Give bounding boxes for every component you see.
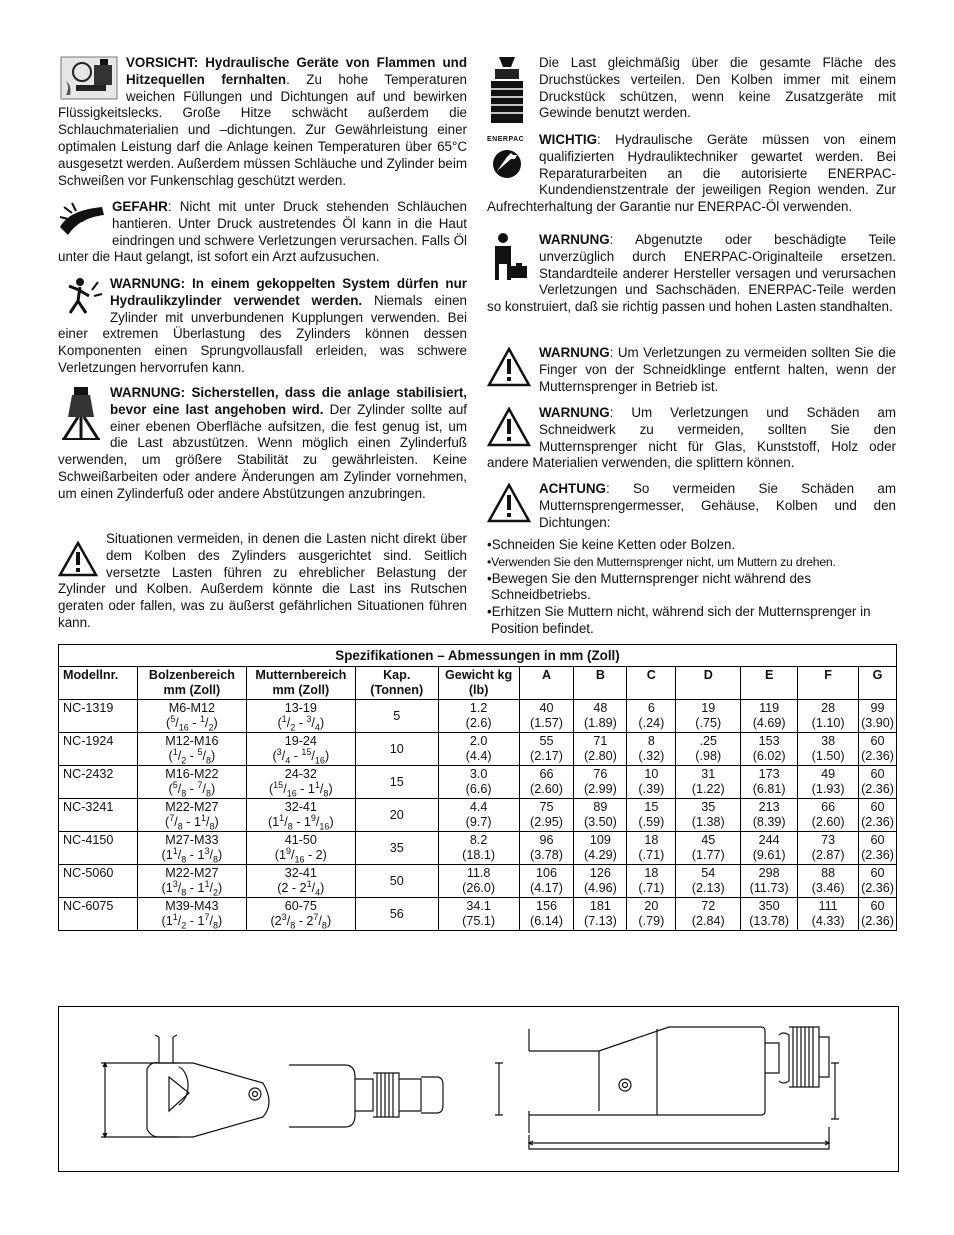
dim-f-cell: 66 (2.60) xyxy=(798,799,859,832)
table-header-row xyxy=(59,667,897,700)
dim-c-cell: 6 (.24) xyxy=(627,700,676,733)
dim-d-cell: 19 (.75) xyxy=(676,700,741,733)
dim-a-cell: 66 (2.60) xyxy=(519,766,574,799)
technician-icon xyxy=(487,232,529,282)
table-row xyxy=(59,865,897,898)
dim-d-cell: 45 (1.77) xyxy=(676,832,741,865)
col-header: Gewicht kg (lb) xyxy=(438,667,519,700)
caution-bullet-list xyxy=(487,537,896,638)
model-cell: NC-1924 xyxy=(59,733,138,766)
nut-splitter-drawing xyxy=(59,1007,898,1171)
dim-a-cell: 106 (4.17) xyxy=(519,865,574,898)
capacity-cell: 10 xyxy=(355,733,438,766)
dim-a-cell: 75 (2.95) xyxy=(519,799,574,832)
warning-offcenter-load xyxy=(58,531,467,632)
spec-table xyxy=(58,644,897,931)
col-header: B xyxy=(574,667,627,700)
dim-f-cell: 28 (1.10) xyxy=(798,700,859,733)
dim-b-cell: 181 (7.13) xyxy=(574,898,627,931)
model-cell: NC-6075 xyxy=(59,898,138,931)
materials-lead: WARNUNG xyxy=(539,405,610,420)
nut-range-cell: 60-75 $(2^3/_8 - 2^7/_8)$ xyxy=(246,898,355,931)
left-column xyxy=(58,55,467,632)
dim-b-cell: 71 (2.80) xyxy=(574,733,627,766)
dimension-drawing xyxy=(58,1006,899,1172)
dim-c-cell: 20 (.79) xyxy=(627,898,676,931)
warning-triangle-icon xyxy=(58,541,98,577)
dim-e-cell: 153 (6.02) xyxy=(741,733,798,766)
table-row xyxy=(59,766,897,799)
warning-triangle-icon xyxy=(487,407,531,447)
dim-f-cell: 111 (4.33) xyxy=(798,898,859,931)
model-cell: NC-1319 xyxy=(59,700,138,733)
model-cell: NC-2432 xyxy=(59,766,138,799)
dim-d-cell: 31 (1.22) xyxy=(676,766,741,799)
warning-original-parts xyxy=(487,232,896,336)
important-lead: WICHTIG xyxy=(539,132,598,147)
weight-cell: 34.1 (75.1) xyxy=(438,898,519,931)
nut-range-cell: 32-41 $(2 - 2^1/_4)$ xyxy=(246,865,355,898)
dim-d-cell: .25 (.98) xyxy=(676,733,741,766)
dim-f-cell: 38 (1.50) xyxy=(798,733,859,766)
caution-lead: ACHTUNG xyxy=(539,481,606,496)
dim-e-cell: 213 (8.39) xyxy=(741,799,798,832)
dim-e-cell: 119 (4.69) xyxy=(741,700,798,733)
load-dist-text: Die Last gleichmäßig über die gesamte Fläche des Druchstückes verteilen. Den Kolben immer mit einem Druckstück schützen, wenn keine Zusatzgeräte mit Gewinde benutzt werden. xyxy=(539,55,896,121)
note-important-service xyxy=(487,132,896,216)
dim-d-cell: 72 (2.84) xyxy=(676,898,741,931)
bolt-range-cell: M22-M27 $(^7/_8 - 1^1/_8)$ xyxy=(137,799,246,832)
col-header: Kap. (Tonnen) xyxy=(355,667,438,700)
dim-c-cell: 15 (.59) xyxy=(627,799,676,832)
bolt-range-cell: M12-M16 $(^1/_2 - ^5/_8)$ xyxy=(137,733,246,766)
fingers-lead: WARNUNG xyxy=(539,345,610,360)
dim-b-cell: 89 (3.50) xyxy=(574,799,627,832)
warning-heat xyxy=(58,55,467,192)
spec-table-body xyxy=(59,700,897,931)
dim-g-cell: 60 (2.36) xyxy=(859,766,897,799)
bolt-range-cell: M16-M22 $(^5/_8 - ^7/_8)$ xyxy=(137,766,246,799)
col-header: F xyxy=(798,667,859,700)
warning-heat-lead: VORSICHT: Hydraulische Geräte von Flammen und Hitzequellen fernhalten xyxy=(126,55,467,87)
dim-f-cell: 73 (2.87) xyxy=(798,832,859,865)
capacity-cell: 5 xyxy=(355,700,438,733)
dim-b-cell: 48 (1.89) xyxy=(574,700,627,733)
dim-g-cell: 60 (2.36) xyxy=(859,733,897,766)
dim-e-cell: 298 (11.73) xyxy=(741,865,798,898)
dim-c-cell: 18 (.71) xyxy=(627,832,676,865)
nut-range-cell: 41-50 $(1^9/_{16} - 2)$ xyxy=(246,832,355,865)
dim-g-cell: 60 (2.36) xyxy=(859,898,897,931)
weight-cell: 11.8 (26.0) xyxy=(438,865,519,898)
nut-range-cell: 13-19 $(^1/_2 - ^3/_4)$ xyxy=(246,700,355,733)
danger-text: : Nicht mit unter Druck stehenden Schläuchen hantieren. Unter Druck austretendes Öl kann in die Haut eindringen und schwere Verletzungen verursachen. Falls Öl unter die Haut gelangt, ist sofort ein Arzt aufzusuchen. xyxy=(58,199,467,265)
col-header: D xyxy=(676,667,741,700)
note-load-distribution xyxy=(487,55,896,126)
weight-cell: 2.0 (4.4) xyxy=(438,733,519,766)
coupled-text: Niemals einen Zylinder mit unverbundenen Kupplungen verwenden. Bei einer extremen Überlastung des Zylinders können dessen Komponenten einen Sprungvollausfall erleiden, was schwere Verletzungen hervorrufen kann. xyxy=(58,292,467,375)
table-row xyxy=(59,898,897,931)
bolt-range-cell: M27-M33 $(1^1/_8 - 1^3/_8)$ xyxy=(137,832,246,865)
nut-range-cell: 24-32 $(^{15}/_{16} - 1^1/_8)$ xyxy=(246,766,355,799)
dim-b-cell: 126 (4.96) xyxy=(574,865,627,898)
dim-g-cell: 99 (3.90) xyxy=(859,700,897,733)
injection-hazard-icon xyxy=(58,199,106,239)
warning-stabilize xyxy=(58,385,467,519)
danger-lead: GEFAHR xyxy=(112,199,168,214)
materials-text: : Um Verletzungen und Schäden am Schneidwerk zu vermeiden, sollten Sie den Mutternsprenger nicht für Glas, Kunststoff, Holz oder andere Materialien verwenden, die splittern können. xyxy=(487,405,896,471)
dim-d-cell: 54 (2.13) xyxy=(676,865,741,898)
fingers-text: : Um Verletzungen zu vermeiden sollten Sie die Finger von der Schneidklinge entfernt halten, wenn der Mutternsprenger in Betrieb ist. xyxy=(539,345,896,394)
table-row xyxy=(59,799,897,832)
important-text: : Hydraulische Geräte müssen von einem qualifizierten Hydrauliktechniker gewartet werden. Bei Reparaturarbeiten an die autorisierte ENERPAC-Kundendienstzentrale der jeweiligen Region wenden. Zur Aufrechterhaltung der Garantie nur ENERPAC-Öl verwenden. xyxy=(487,132,896,215)
warning-fingers xyxy=(487,345,896,397)
bullet-item: •Erhitzen Sie Muttern nicht, während sich der Mutternsprenger in Position befindet. xyxy=(487,604,871,636)
col-header: E xyxy=(741,667,798,700)
danger-hose xyxy=(58,199,467,268)
warning-heat-text: . Zu hohe Temperaturen weichen Füllungen und Dichtungen auf und bewirken Flüssigkeitslecks. Große Hitze schwächt außerdem die Schlauchmaterialien und –dichtungen. Zur Gewährleistung einer optimalen Leistung darf die Anlage keinen Temperaturen über 65°C ausgesetzt werden. Außerdem müssen Schläuche und Zylinder beim Schweißen vor Funkenschlag geschützt werden. xyxy=(58,71,467,188)
parts-text: : Abgenutzte oder beschädigte Teile unverzüglich durch ENERPAC-Originalteile ersetzen. Standardteile anderer Hersteller versagen und verursachen Verletzungen und Sachschäden. ENERPAC-Teile werden so konstruiert, daß sie richtig passen und hohen Lasten standhalten. xyxy=(487,232,896,315)
model-cell: NC-5060 xyxy=(59,865,138,898)
dim-g-cell: 60 (2.36) xyxy=(859,799,897,832)
bolt-range-cell: M39-M43 $(1^1/_2 - 1^7/_8)$ xyxy=(137,898,246,931)
heat-source-icon xyxy=(58,55,120,101)
dim-f-cell: 49 (1.93) xyxy=(798,766,859,799)
col-header: Modellnr. xyxy=(59,667,138,700)
col-header: G xyxy=(859,667,897,700)
dim-g-cell: 60 (2.36) xyxy=(859,832,897,865)
warning-materials xyxy=(487,405,896,473)
offcenter-text: Situationen vermeiden, in denen die Lasten nicht direkt über dem Kolben des Zylinders ausgerichtet sind. Seitlich versetzte Lasten führen zu ehreblicher Belastung der Zylinder und Kolben. Außerdem könnte die Last ins Rutschen geraten oder fallen, was zu äußerst gefährlichen Situationen führen kann. xyxy=(58,531,467,630)
dim-a-cell: 96 (3.78) xyxy=(519,832,574,865)
dim-f-cell: 88 (3.46) xyxy=(798,865,859,898)
table-title: Spezifikationen – Abmessungen in mm (Zoll) xyxy=(59,645,897,667)
col-header: Bolzenbereich mm (Zoll) xyxy=(137,667,246,700)
capacity-cell: 35 xyxy=(355,832,438,865)
model-cell: NC-4150 xyxy=(59,832,138,865)
caution-damage xyxy=(487,481,896,537)
dim-e-cell: 350 (13.78) xyxy=(741,898,798,931)
model-cell: NC-3241 xyxy=(59,799,138,832)
right-column xyxy=(487,55,896,638)
stabilize-text: Der Zylinder sollte auf einer ebenen Oberfläche aufsitzen, die fest genug ist, um die Last abzustützen. Wenn möglich einen Zylinderfuß verwenden, um größere Stabilität zu gewährleisten. Keine Schweißarbeiten oder andere Änderungen am Zylinder vornehmen, um einen Zylinderfuß oder andere Abstützungen anzubringen. xyxy=(58,401,467,501)
coupled-lead: WARNUNG: In einem gekoppelten System dürfen nur Hydraulikzylinder verwendet werden. xyxy=(110,276,467,308)
nut-range-cell: 19-24 $(^3/_4 - ^{15}/_{16})$ xyxy=(246,733,355,766)
bolt-range-cell: M22-M27 $(1^3/_8 - 1^1/_2)$ xyxy=(137,865,246,898)
parts-lead: WARNUNG xyxy=(539,232,610,247)
col-header: Mutternbereich mm (Zoll) xyxy=(246,667,355,700)
table-row xyxy=(59,832,897,865)
dim-b-cell: 76 (2.99) xyxy=(574,766,627,799)
wrench-icon xyxy=(487,149,527,179)
dim-g-cell: 60 (2.36) xyxy=(859,865,897,898)
table-row xyxy=(59,733,897,766)
table-row xyxy=(59,700,897,733)
weight-cell: 3.0 (6.6) xyxy=(438,766,519,799)
weight-cell: 8.2 (18.1) xyxy=(438,832,519,865)
cylinder-stand-icon xyxy=(58,385,104,441)
capacity-cell: 56 xyxy=(355,898,438,931)
weight-cell: 1.2 (2.6) xyxy=(438,700,519,733)
bullet-item: •Verwenden Sie den Mutternsprenger nicht, um Muttern zu drehen. xyxy=(487,554,836,569)
dim-c-cell: 10 (.39) xyxy=(627,766,676,799)
dim-a-cell: 40 (1.57) xyxy=(519,700,574,733)
dim-a-cell: 55 (2.17) xyxy=(519,733,574,766)
capacity-cell: 15 xyxy=(355,766,438,799)
stabilize-lead: WARNUNG: Sicherstellen, dass die anlage stabilisiert, bevor eine last angehoben wird. xyxy=(110,385,467,417)
caution-text: : So vermeiden Sie Schäden am Mutternsprengermesser, Gehäuse, Kolben und den Dichtungen: xyxy=(539,481,896,530)
capacity-cell: 50 xyxy=(355,865,438,898)
bullet-item: •Bewegen Sie den Mutternsprenger nicht während des Schneidbetriebs. xyxy=(487,570,812,603)
enerpac-logo xyxy=(487,132,531,184)
nut-range-cell: 32-41 $(1^1/_8 - 1^9/_{16})$ xyxy=(246,799,355,832)
warning-coupled-system xyxy=(58,276,467,377)
col-header: A xyxy=(519,667,574,700)
falling-person-icon xyxy=(58,276,104,320)
capacity-cell: 20 xyxy=(355,799,438,832)
dim-d-cell: 35 (1.38) xyxy=(676,799,741,832)
dim-c-cell: 18 (.71) xyxy=(627,865,676,898)
bullet-item: •Schneiden Sie keine Ketten oder Bolzen. xyxy=(487,537,736,552)
dim-e-cell: 173 (6.81) xyxy=(741,766,798,799)
warning-triangle-icon xyxy=(487,483,531,523)
dim-c-cell: 8 (.32) xyxy=(627,733,676,766)
weight-cell: 4.4 (9.7) xyxy=(438,799,519,832)
dim-a-cell: 156 (6.14) xyxy=(519,898,574,931)
enerpac-logo-text: ENERPAC xyxy=(487,136,525,143)
col-header: C xyxy=(627,667,676,700)
saddle-piston-icon xyxy=(487,55,527,125)
dim-b-cell: 109 (4.29) xyxy=(574,832,627,865)
warning-triangle-icon xyxy=(487,347,531,387)
bolt-range-cell: M6-M12 $(^5/_{16} - ^1/_2)$ xyxy=(137,700,246,733)
dim-e-cell: 244 (9.61) xyxy=(741,832,798,865)
